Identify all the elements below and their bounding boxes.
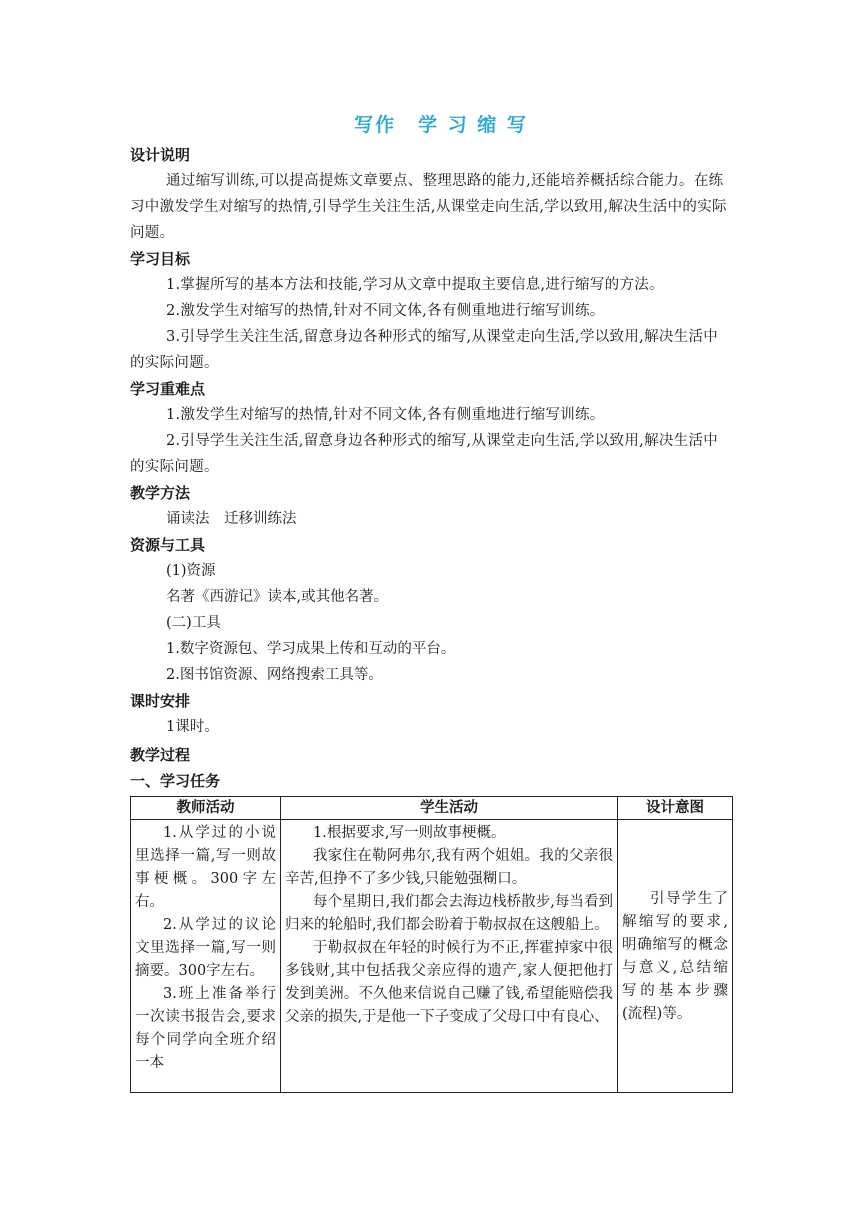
design-note-text: 通过缩写训练,可以提高提炼文章要点、整理思路的能力,还能培养概括综合能力。在练习中激发学生对缩写的热情,引导学生关注生活,从课堂走向生活,学以致用,解决生活中的实际问题。 (130, 173, 727, 241)
teacher-cell (131, 820, 281, 1093)
goal-item: 2.激发学生对缩写的热情,针对不同文体,各有侧重地进行缩写训练。 (166, 303, 605, 319)
heading-design-note: 设计说明 (130, 146, 191, 164)
teacher-item: 3.班上准备举行一次读书报告会,要求每个同学向全班介绍一本 (135, 986, 276, 1071)
heading-goals: 学习目标 (130, 250, 191, 268)
student-item: 1.根据要求,写一则故事梗概。 (313, 825, 506, 841)
student-item: 我家住在勒阿弗尔,我有两个姐姐。我的父亲很辛苦,但挣不了多少钱,只能勉强糊口。 (285, 848, 613, 887)
methods-text: 诵读法 迁移训练法 (166, 511, 297, 527)
resource-line: (1)资源 (166, 563, 216, 579)
heading-process: 教学过程 (130, 746, 191, 764)
resource-line: (二)工具 (166, 615, 221, 631)
resource-line: 2.图书馆资源、网络搜索工具等。 (166, 667, 383, 683)
resource-line: 名著《西游记》读本,或其他名著。 (166, 589, 389, 605)
goal-item: 3.引导学生关注生活,留意身边各种形式的缩写,从课堂走向生活,学以致用,解决生活中的实际问题。 (130, 329, 719, 371)
student-item: 每个星期日,我们都会去海边栈桥散步,每当看到归来的轮船时,我们都会盼着于勒叔叔在这艘船上。 (285, 894, 613, 933)
heading-resources: 资源与工具 (130, 536, 206, 554)
intent-cell (618, 820, 733, 1093)
heading-schedule: 课时安排 (130, 692, 191, 710)
document-page (130, 108, 732, 1093)
intent-text: 引导学生了解缩写的要求,明确缩写的概念与意义,总结缩写的基本步骤(流程)等。 (622, 891, 728, 1022)
activity-table (130, 796, 733, 1093)
subheading-tasks: 一、学习任务 (130, 772, 221, 790)
table-header-row (131, 797, 733, 820)
heading-key-points: 学习重难点 (130, 380, 206, 398)
goal-item: 1.掌握所写的基本方法和技能,学习从文章中提取主要信息,进行缩写的方法。 (166, 277, 664, 293)
schedule-text: 1课时。 (166, 719, 219, 735)
teacher-item: 1.从学过的小说里选择一篇,写一则故事梗概。300字左右。 (135, 825, 276, 910)
document-title: 写作 学 习 缩 写 (354, 114, 528, 136)
header-teacher: 教师活动 (131, 797, 281, 820)
resource-line: 1.数字资源包、学习成果上传和互动的平台。 (166, 641, 456, 657)
key-point-item: 2.引导学生关注生活,留意身边各种形式的缩写,从课堂走向生活,学以致用,解决生活中的实际问题。 (130, 433, 719, 475)
heading-methods: 教学方法 (130, 484, 191, 502)
table-row (131, 820, 733, 1093)
header-student: 学生活动 (281, 797, 618, 820)
student-item: 于勒叔叔在年轻的时候行为不正,挥霍掉家中很多钱财,其中包括我父亲应得的遗产,家人便把他打发到美洲。不久他来信说自己赚了钱,希望能赔偿我父亲的损失,于是他一下子变成了父母口中有良心、 (285, 940, 613, 1025)
student-cell (281, 820, 618, 1093)
teacher-item: 2.从学过的议论文里选择一篇,写一则摘要。300字左右。 (135, 917, 276, 979)
header-intent: 设计意图 (618, 797, 733, 820)
key-point-item: 1.激发学生对缩写的热情,针对不同文体,各有侧重地进行缩写训练。 (166, 407, 605, 423)
